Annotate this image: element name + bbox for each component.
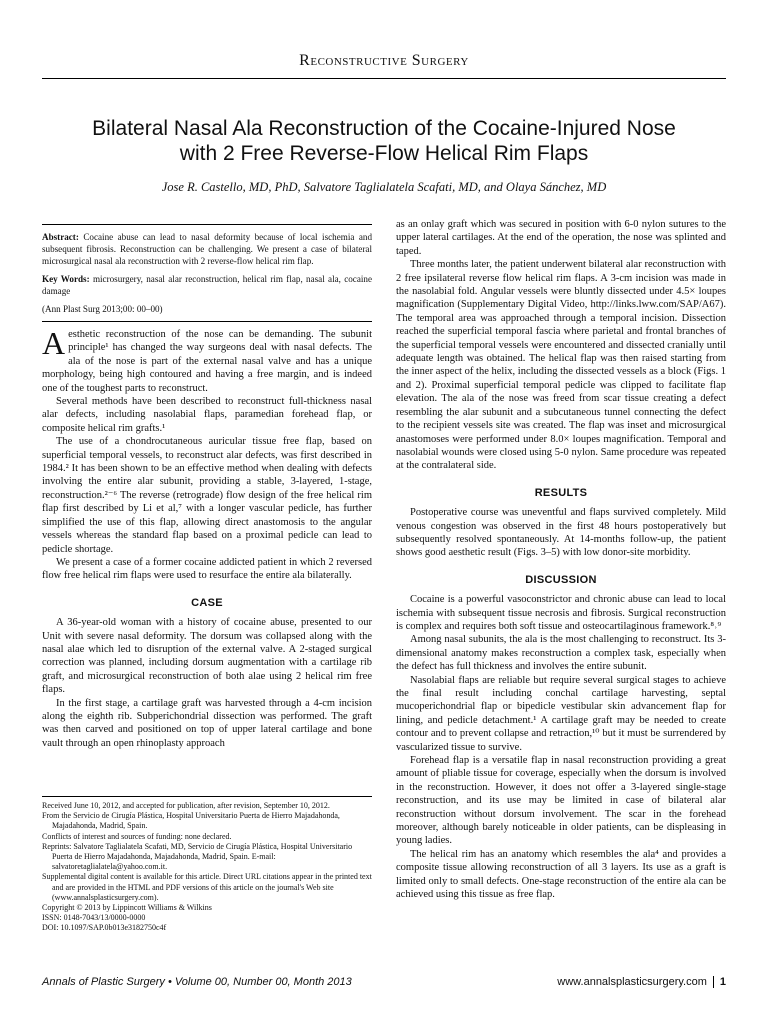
footnote-doi: DOI: 10.1097/SAP.0b013e3182750c4f	[42, 923, 167, 933]
running-head: Reconstructive Surgery	[299, 52, 469, 69]
abstract-text: Cocaine abuse can lead to nasal deformity because of local ischemia and subsequent fibrosis. Reconstruction can be challenging. We present a case of bilateral microsurgical nasal ala reconstruction with 2 reverse-flow helical rim flap.	[42, 232, 372, 266]
intro-paragraph-2: Several methods have been described to reconstruct full-thickness nasal alar defects, including nasolabial flaps, paramedian forehead flap, or composite helical rim grafts.¹	[42, 396, 372, 434]
drop-cap: A	[42, 325, 66, 361]
case-paragraph-2-continued: as an onlay graft which was secured in position with 6-0 nylon sutures to the upper lateral cartilages. At the end of the operation, the nose was splinted and taped.	[396, 219, 726, 257]
intro-p1-text: esthetic reconstruction of the nose can be demanding. The subunit principle¹ has changed the way surgeons deal with nasal defects. The ala of the nose is part of the external nasal valve and has a unique morphology, being high contoured and having a free margin, and is indeed one of the toughest parts to reconstruct.	[42, 329, 372, 394]
case-paragraph-1: A 36-year-old woman with a history of cocaine abuse, presented to our Unit with severe nasal deformity. The dorsum was collapsed along with the nasal alae which led to disruption of the external valve. A 2-staged surgical correction was planned, including dorsum augmentation with a cartilage rib graft, and microsurgical reconstruction of both alae using 2 helical rim free flaps.	[42, 617, 372, 696]
article-title	[60, 116, 708, 166]
footnote-received: Received June 10, 2012, and accepted for publication, after revision, September 10, 2012.	[42, 801, 330, 810]
keywords	[42, 273, 372, 297]
discussion-paragraph-2: Among nasal subunits, the ala is the most challenging to reconstruct. Its 3-dimensional anatomy makes reconstruction a complex task, especially when the defect has full thickness and involves the entire subunit.	[396, 634, 726, 673]
keywords-text: microsurgery, nasal alar reconstruction, helical rim flap, nasal ala, cocaine damage	[42, 274, 372, 296]
results-heading: RESULTS	[534, 486, 588, 499]
abstract-label: Abstract:	[42, 232, 79, 242]
footnote-issn: ISSN: 0148-7043/13/0000-0000	[42, 913, 146, 923]
abstract-top-rule	[42, 224, 372, 225]
footnote-supplemental: Supplemental digital content is available for this article. Direct URL citations appear in the printed text and are provided in the HTML and PDF versions of this article on the journal's Web site (www.annalsplasticsurgery.com).	[42, 872, 372, 902]
footnote-affiliation: From the Servicio de Cirugía Plástica, Hospital Universitario Puerta de Hierro Majadahonda, Majadahonda, Madrid, Spain.	[42, 811, 340, 831]
case-heading: CASE	[191, 596, 223, 609]
header-rule	[42, 78, 726, 79]
abstract-bottom-rule	[42, 321, 372, 322]
discussion-paragraph-1: Cocaine is a powerful vasoconstrictor and chronic abuse can lead to local ischemia with subsequent tissue necrosis and fibrosis. Surgical reconstruction is complex and requires both soft tissue and osteocartilaginous framework.⁸˒⁹	[396, 594, 726, 632]
discussion-paragraph-5: The helical rim has an anatomy which resembles the ala⁴ and provides a composite tissue allowing reconstruction of all 3 layers. Its use as a graft is limited only to small defects. One-stage reconstruction of the entire ala can be achieved using this tissue as free flap.	[396, 848, 726, 901]
intro-paragraph-3: The use of a chondrocutaneous auricular tissue free flap, based on superficial temporal vessels, to reconstruct alar defects, was first described in 1984.² It has been shown to be an effective method when dealing with defects involving the entire alar subunit, providing a stable, 3-layered, 1-stage, reconstruction.²⁻⁶ The reverse (retrograde) flow design of the free helical rim flap first described by Li et al,⁷ with a longer vascular pedicle, has further simplified the use of this flap, allowing direct anastomosis to the angular vessels whereas the standard flap based on a proximal pedicle can lead to pedicle shortage.	[42, 436, 372, 555]
abstract	[42, 231, 372, 267]
left-column	[42, 218, 372, 750]
intro-paragraph-1	[42, 325, 372, 395]
journal-website-link[interactable]: www.annalsplasticsurgery.com	[557, 976, 707, 988]
footnotes	[42, 796, 372, 934]
footnote-conflicts: Conflicts of interest and sources of funding: none declared.	[42, 831, 232, 841]
citation: (Ann Plast Surg 2013;00: 00–00)	[42, 304, 163, 314]
footer-journal: Annals of Plastic Surgery • Volume 00, Number 00, Month 2013	[42, 976, 352, 988]
discussion-paragraph-3: Nasolabial flaps are reliable but require several surgical stages to achieve the final result including conchal cartilage harvesting, septal mucoperichondrial flap or bipedicle vestibular skin advancement flap for lining, and pedicle detachment.¹ A cartilage graft may be needed to create contour and to prevent collapse and retraction,¹⁰ but it must be surrendered by vascularized tissue to survive.	[396, 674, 726, 753]
right-column	[396, 218, 726, 902]
case-paragraph-3: Three months later, the patient underwent bilateral alar reconstruction with 2 free ipsilateral reverse flow helical rim flaps. A 3-cm incision was made in the nasolabial fold. Angular vessels were bluntly dissected under 4.5× loupes magnification (Supplementary Digital Video, http://links.lww.com/SAP/A67). The temporal area was approached through a temporal incision. Dissection reached the superficial temporal fascia where parietal and frontal branches of the superficial temporal vessels were encountered and dissected cranially until adequate length was obtained. The helical flap was then raised starting from the inner aspect of the helix, including the dissected vessels as a block (Figs. 1 and 2). Proximal superficial temporal pedicle was clipped to facilitate flap elevation. The ala of the nose was freed from scar tissue creating a defect resembling the alar subunit and a subcutaneous tunnel connecting the defect to the recipient vessels site was created. The flap was inset and microsurgical anastomoses were performed under 8.0× loupes magnification. Temporal and nasolabial wounds were closed using 5-0 nylon. Same procedure was repeated at the contralateral side.	[396, 259, 726, 472]
case-paragraph-2: In the first stage, a cartilage graft was harvested through a 4-cm incision along the eighth rib. Subperichondrial dissection was performed. The graft was then carved and positioned on top of upper lateral cartilage and bone vault through an open rhinoplasty approach	[42, 697, 372, 749]
title-line-2: with 2 Free Reverse-Flow Helical Rim Flaps	[179, 142, 589, 165]
discussion-paragraph-4: Forehead flap is a versatile flap in nasal reconstruction providing a great amount of pliable tissue for coverage, especially when the dorsum is involved in the reconstruction. However, it does not offer a 3-layered single-stage reconstruction, and its use may be limited in case of bilateral alar reconstruction without dorsum involvement. The scar in the forehead moreover, although barely noticeable in older patients, can be displeasing in young ladies.	[396, 755, 726, 847]
page-number: 1	[713, 976, 726, 988]
discussion-heading: DISCUSSION	[525, 573, 597, 586]
results-paragraph-1: Postoperative course was uneventful and flaps survived completely. Mild venous congestion was observed in the first 48 hours postoperatively but subsequently resolved spontaneously. At 14-months follow-up, the patient shows good aesthetic result (Figs. 3–5) with low donor-site morbidity.	[396, 507, 726, 559]
footnote-rule	[42, 796, 372, 797]
title-line-1: Bilateral Nasal Ala Reconstruction of the Cocaine-Injured Nose	[92, 117, 676, 140]
footnote-copyright: Copyright © 2013 by Lippincott Williams & Wilkins	[42, 903, 212, 913]
authors: Jose R. Castello, MD, PhD, Salvatore Taglialatela Scafati, MD, and Olaya Sánchez, MD	[161, 180, 607, 194]
intro-paragraph-4: We present a case of a former cocaine addicted patient in which 2 reversed flow free helical rim flaps were used to resurface the entire ala bilaterally.	[42, 556, 372, 582]
footer-right	[557, 976, 726, 988]
keywords-label: Key Words:	[42, 274, 90, 284]
footnote-reprints: Reprints: Salvatore Taglialatela Scafati, MD, Servicio de Cirugía Plástica, Hospital Universitario Puerta de Hierro Majadahonda, Majadahonda, Madrid, Spain. E-mail: salvatoretaglialatela@yahoo.com.it.	[42, 841, 353, 872]
